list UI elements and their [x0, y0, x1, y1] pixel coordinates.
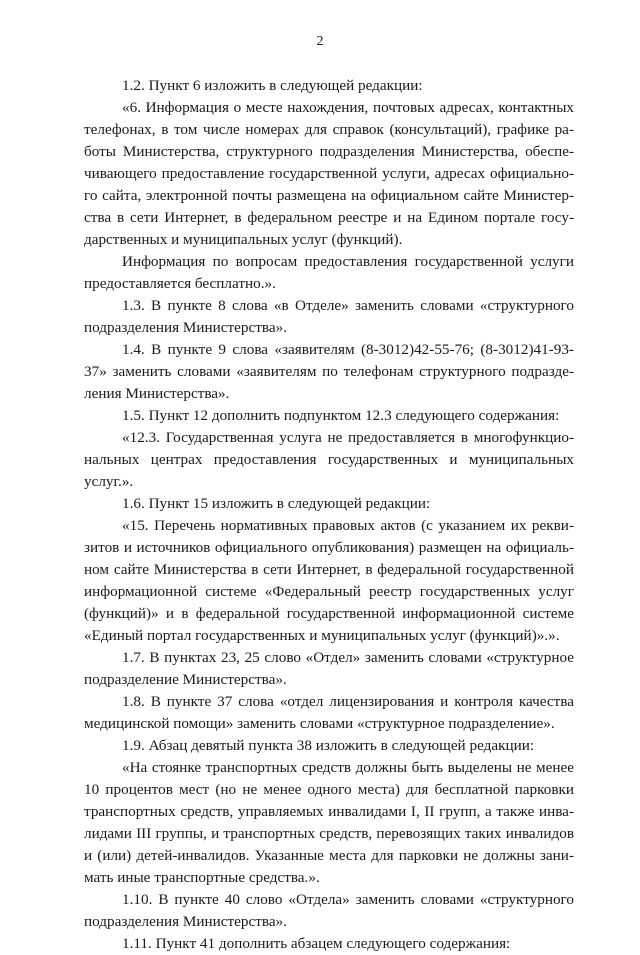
paragraph-15-quote: «15. Перечень нормативных правовых актов (с указанием их реквизитов и источников официального опубликования) размещен на официальном сайте Министерства в сети Интернет, в федеральной государственной информационной системе «Федеральный реестр государственных услуг (функций)» и в федеральной государственной информационной системе «Единый портал государственных и муниципальных услуг (функций)».». — [84, 517, 574, 644]
paragraph-12-3-quote: «12.3. Государственная услуга не предоставляется в многофункциональных центрах предоставления государственных и муниципальных услуг.». — [84, 429, 574, 490]
paragraph-38-quote: «На стоянке транспортных средств должны быть выделены не менее 10 процентов мест (но не менее одного места) для бесплатной парковки транспортных средств, управляемых инвалидами I, II групп, а также инвалидами III группы, и транспортных средств, перевозящих таких инвалидов и (или) детей-инвалидов. Указанные места для парковки не должны занимать иные транспортные средства.». — [84, 759, 574, 886]
paragraph-1-3: 1.3. В пункте 8 слова «в Отделе» заменить словами «структурного подразделения Министерства». — [84, 297, 574, 336]
paragraph-6-quote: «6. Информация о месте нахождения, почтовых адресах, контактных телефонах, в том числе номерах для справок (консультаций), графике работы Министерства, структурного подразделения Министерства, обеспечивающего предоставление государственной услуги, адресах официального сайта, электронной почты размещена на официальном сайте Министерства в сети Интернет, в федеральном реестре и на Едином портале государственных и муниципальных услуг (функций). — [84, 99, 574, 248]
paragraph-1-9: 1.9. Абзац девятый пункта 38 изложить в следующей редакции: — [122, 737, 535, 754]
paragraph-1-11: 1.11. Пункт 41 дополнить абзацем следующего содержания: — [122, 935, 511, 952]
paragraph-1-7: 1.7. В пунктах 23, 25 слово «Отдел» заменить словами «структурное подразделение Министерства». — [84, 649, 574, 688]
paragraph-1-8: 1.8. В пункте 37 слова «отдел лицензирования и контроля качества медицинской помощи» заменить словами «структурное подразделение». — [84, 693, 574, 732]
paragraph-1-4: 1.4. В пункте 9 слова «заявителям (8-3012)42-55-76; (8-3012)41-93-37» заменить словами «заявителям по телефонам структурного подразделения Министерства». — [84, 341, 574, 402]
paragraph-6-info-free: Информация по вопросам предоставления государственной услуги предоставляется бесплатно.». — [84, 253, 574, 292]
document-body — [84, 75, 574, 955]
paragraph-1-6: 1.6. Пункт 15 изложить в следующей редакции: — [122, 495, 431, 512]
paragraph-1-10: 1.10. В пункте 40 слово «Отдела» заменить словами «структурного подразделения Министерства». — [84, 891, 574, 930]
paragraph-1-2: 1.2. Пункт 6 изложить в следующей редакции: — [122, 77, 423, 94]
page-number: 2 — [316, 34, 324, 49]
paragraph-1-5: 1.5. Пункт 12 дополнить подпунктом 12.3 следующего содержания: — [122, 407, 560, 424]
